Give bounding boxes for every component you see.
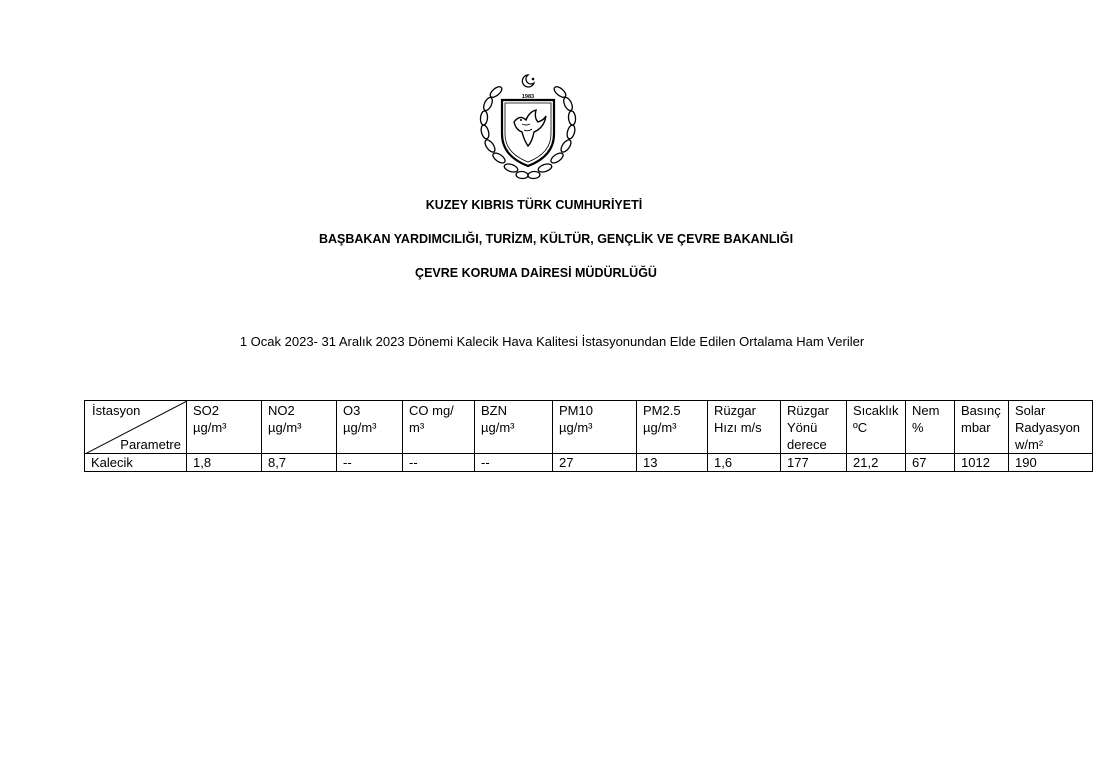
header-cell-solar	[1009, 401, 1093, 454]
header-cell-o3	[337, 401, 403, 454]
header-name: Sıcaklık	[853, 403, 899, 418]
table-row	[85, 454, 1093, 472]
report-subtitle: 1 Ocak 2023- 31 Aralık 2023 Dönemi Kalecik Hava Kalitesi İstasyonundan Elde Edilen Ortalama Ham Veriler	[239, 334, 865, 349]
value-cell: 1,6	[708, 454, 781, 472]
header-name: Basınç	[961, 403, 1001, 418]
air-quality-table	[84, 400, 1093, 472]
ministry-title: BAŞBAKAN YARDIMCILIĞI, TURİZM, KÜLTÜR, GENÇLİK VE ÇEVRE BAKANLIĞI	[318, 232, 794, 246]
header-name: NO2	[268, 403, 295, 418]
station-cell: Kalecik	[85, 454, 187, 472]
header-cell-co	[403, 401, 475, 454]
header-unit: µg/m³	[343, 420, 377, 435]
header-name: Rüzgar	[787, 403, 829, 418]
corner-header-cell	[85, 401, 187, 454]
table-header-row	[85, 401, 1093, 454]
header-cell-wind-speed	[708, 401, 781, 454]
header-unit: µg/m³	[268, 420, 302, 435]
header-unit: ºC	[853, 420, 868, 435]
header-unit: µg/m³	[481, 420, 515, 435]
value-cell: 190	[1009, 454, 1093, 472]
header-unit: Hızı m/s	[714, 420, 762, 435]
header-name: Solar	[1015, 403, 1046, 418]
header-cell-pressure	[955, 401, 1009, 454]
header-cell-wind-direction	[781, 401, 847, 454]
header-unit: w/m²	[1015, 437, 1044, 452]
value-cell: --	[475, 454, 553, 472]
header-cell-pm10	[553, 401, 637, 454]
parameter-label: Parametre	[120, 437, 181, 452]
station-label: İstasyon	[92, 403, 141, 418]
header-cell-temperature	[847, 401, 906, 454]
value-cell: 1012	[955, 454, 1009, 472]
emblem-graphic	[476, 72, 580, 184]
header-cell-humidity	[906, 401, 955, 454]
header-unit: µg/m³	[193, 420, 227, 435]
header-cell-so2	[187, 401, 262, 454]
header-name-2: Yönü	[787, 420, 818, 435]
header-name: BZN	[481, 403, 507, 418]
emblem-year: 1983	[521, 94, 535, 100]
header-name: PM2.5	[643, 403, 681, 418]
header-unit: derece	[787, 437, 827, 452]
header-name-2: Radyasyon	[1015, 420, 1081, 435]
header-name: O3	[343, 403, 361, 418]
country-title: KUZEY KIBRIS TÜRK CUMHURİYETİ	[425, 198, 643, 212]
header-cell-bzn	[475, 401, 553, 454]
value-cell: --	[337, 454, 403, 472]
header-unit: µg/m³	[643, 420, 677, 435]
header-unit: mbar	[961, 420, 991, 435]
header-name: PM10	[559, 403, 593, 418]
header-name: CO mg/	[409, 403, 454, 418]
header-cell-no2	[262, 401, 337, 454]
header-name: Rüzgar	[714, 403, 756, 418]
header-name: SO2	[193, 403, 220, 418]
header-name: Nem	[912, 403, 940, 418]
value-cell: 13	[637, 454, 708, 472]
value-cell: 27	[553, 454, 637, 472]
value-cell: 8,7	[262, 454, 337, 472]
value-cell: 67	[906, 454, 955, 472]
header-cell-pm25	[637, 401, 708, 454]
header-unit: %	[912, 420, 924, 435]
value-cell: --	[403, 454, 475, 472]
value-cell: 177	[781, 454, 847, 472]
republic-emblem	[476, 72, 580, 184]
department-title: ÇEVRE KORUMA DAİRESİ MÜDÜRLÜĞÜ	[415, 266, 657, 280]
header-unit: µg/m³	[559, 420, 593, 435]
value-cell: 1,8	[187, 454, 262, 472]
header-unit: m³	[409, 420, 425, 435]
value-cell: 21,2	[847, 454, 906, 472]
